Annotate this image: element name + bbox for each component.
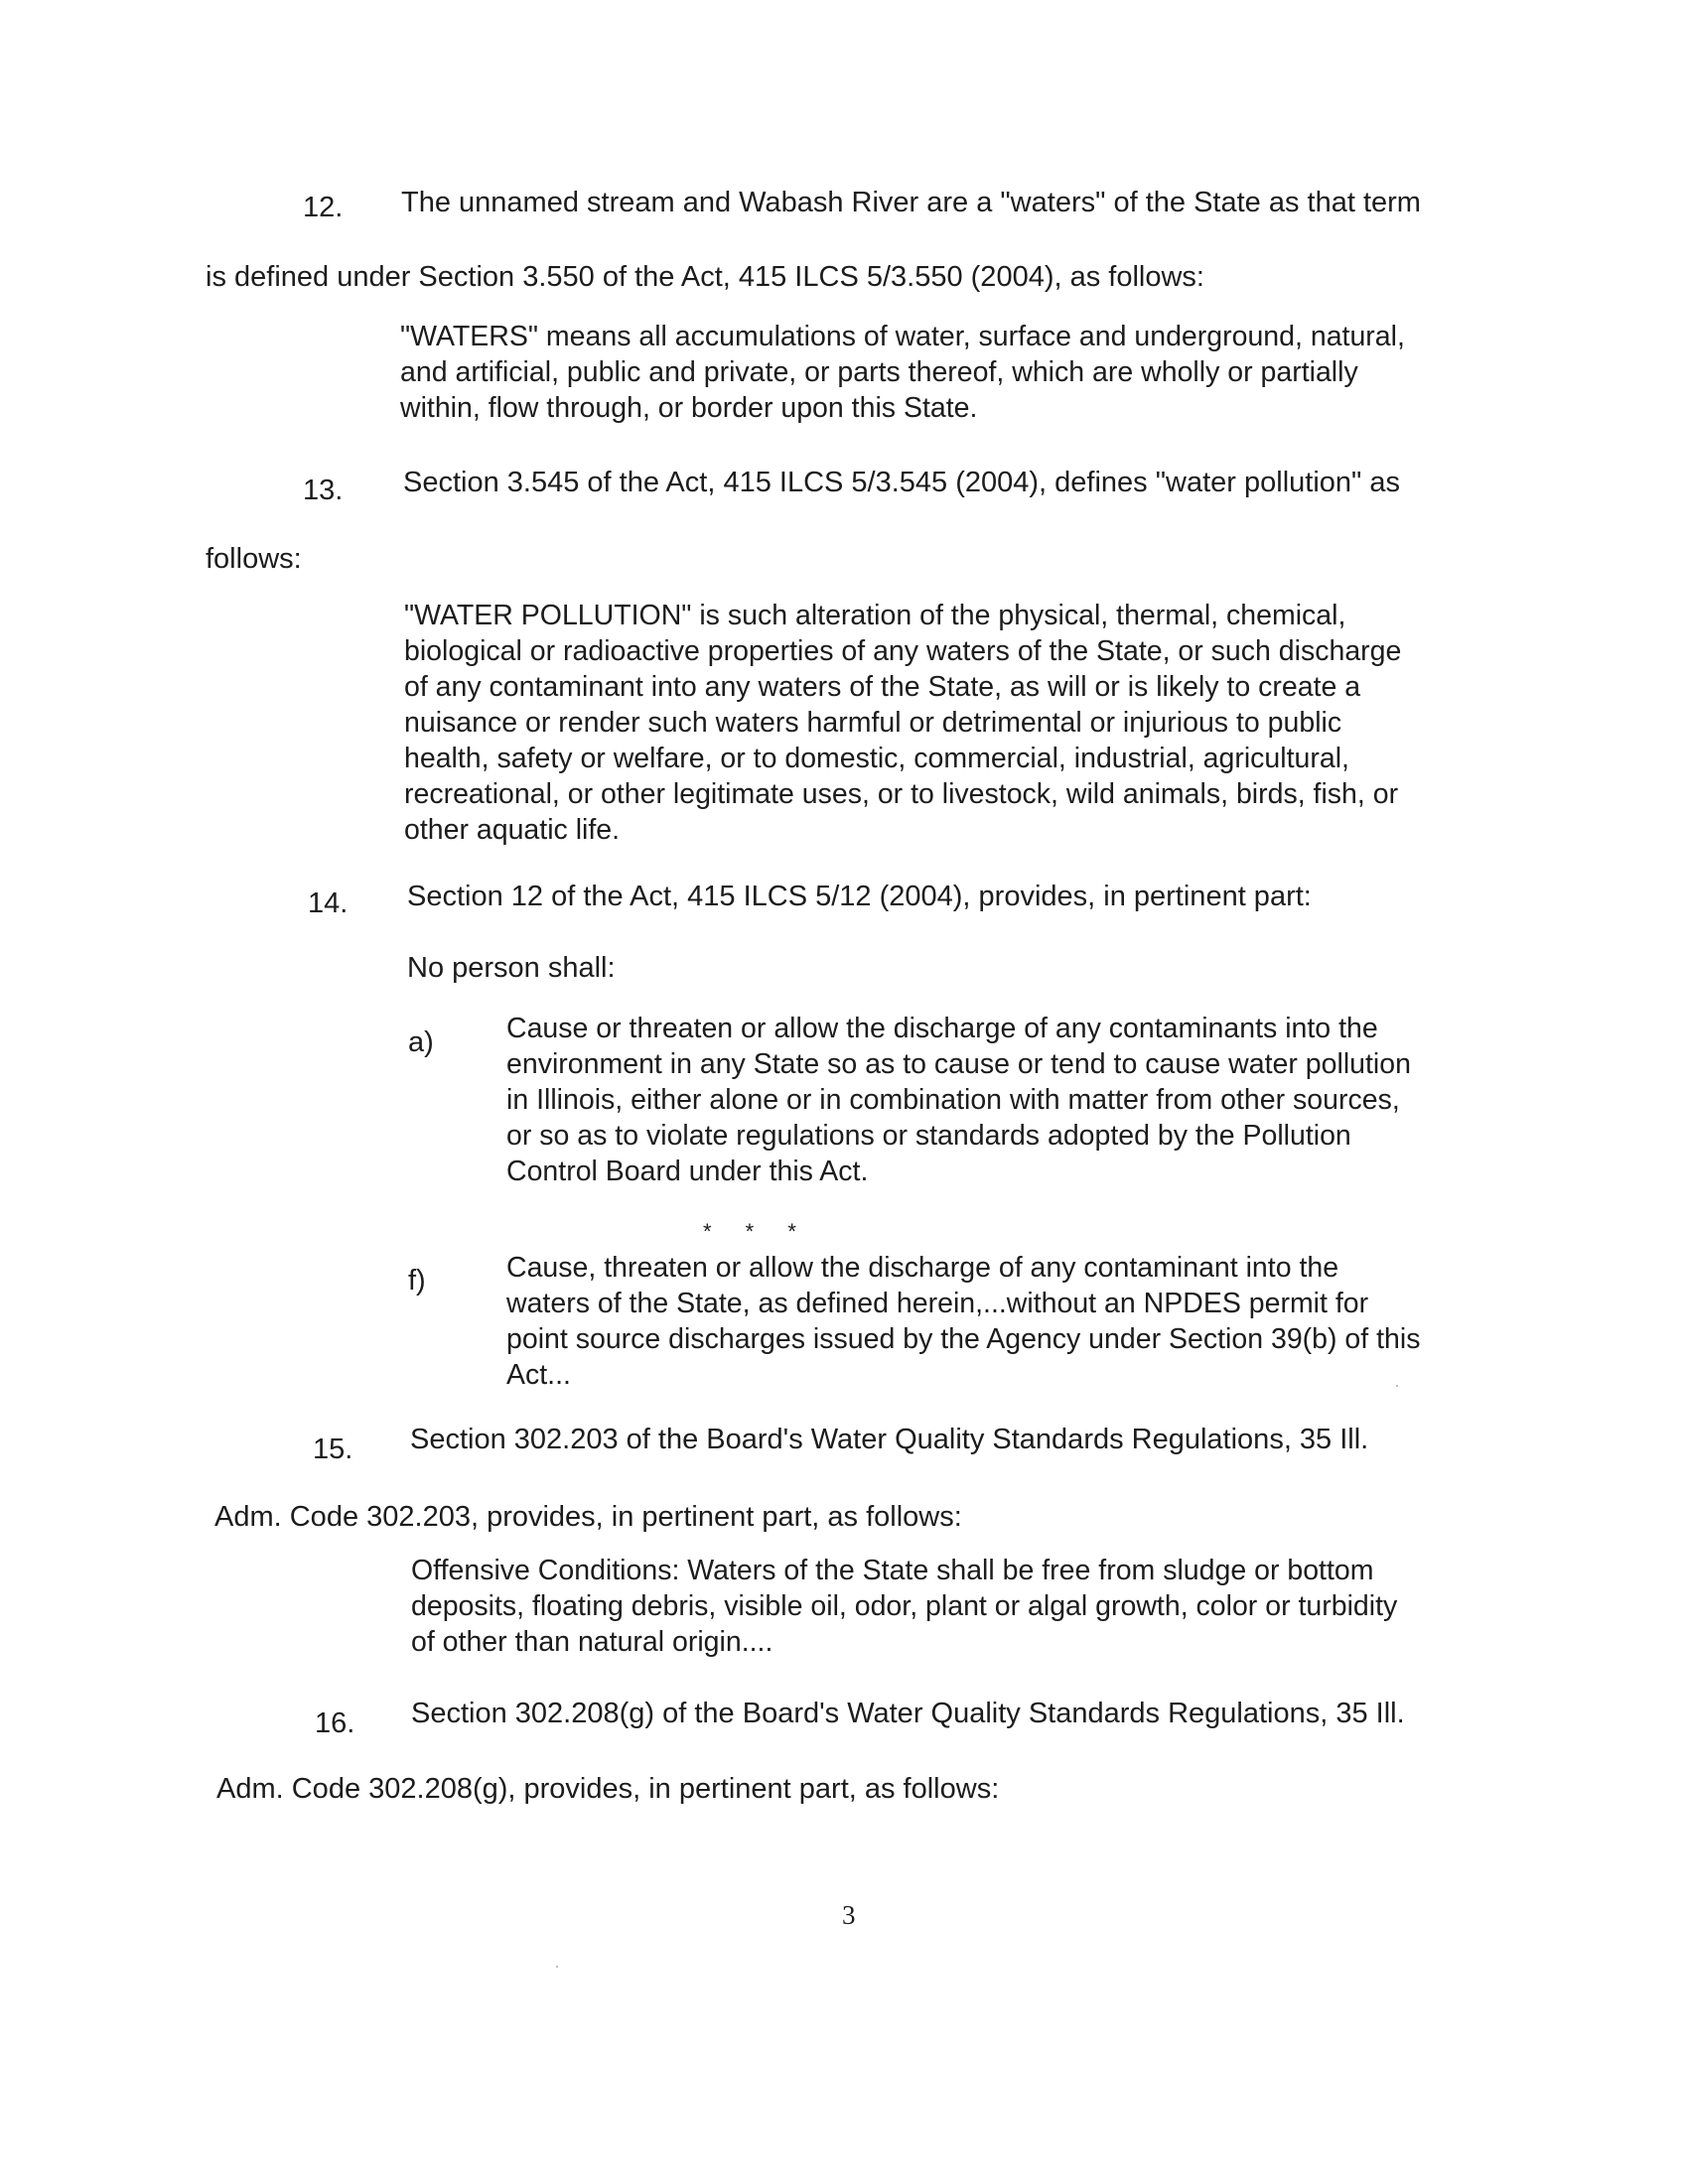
item-a-label: a) [408,1026,434,1058]
quote-line: biological or radioactive properties of any waters of the State, or such discharge [404,635,1402,667]
paragraph-16-line-1: Section 302.208(g) of the Board's Water Quality Standards Regulations, 35 Ill. [411,1698,1405,1729]
paragraph-12-line-1: The unnamed stream and Wabash River are a "waters" of the State as that term [401,187,1421,218]
paragraph-15-line-1: Section 302.203 of the Board's Water Quality Standards Regulations, 35 Ill. [410,1424,1369,1455]
waters-definition-quote [400,319,1405,426]
omission-separator: * * * [703,1219,810,1244]
quote-line: nuisance or render such waters harmful or detrimental or injurious to public [404,707,1342,739]
paragraph-14-intro: No person shall: [407,952,616,984]
paragraph-12-line-2: is defined under Section 3.550 of the Act, 415 ILCS 5/3.550 (2004), as follows: [206,261,1204,293]
item-line: Cause, threaten or allow the discharge of any contaminant into the [506,1252,1339,1284]
paragraph-number-16: 16. [315,1707,355,1739]
item-line: Control Board under this Act. [506,1156,869,1187]
item-line: environment in any State so as to cause or tend to cause water pollution [506,1048,1411,1080]
item-line: waters of the State, as defined herein,...without an NPDES permit for [506,1288,1369,1319]
item-line: or so as to violate regulations or standards adopted by the Pollution [506,1120,1351,1152]
paragraph-13-line-1: Section 3.545 of the Act, 415 ILCS 5/3.545 (2004), defines "water pollution" as [403,467,1401,498]
quote-line: of any contaminant into any waters of the State, as will or is likely to create a [404,671,1361,703]
paragraph-13-line-2: follows: [206,543,302,575]
paragraph-number-12: 12. [303,192,344,223]
offensive-conditions-quote [411,1553,1397,1660]
item-f-label: f) [408,1265,426,1297]
paragraph-16-line-2: Adm. Code 302.208(g), provides, in pertinent part, as follows: [216,1773,1000,1805]
scan-speck [1396,1385,1398,1387]
paragraph-number-15: 15. [313,1433,353,1465]
quote-line: and artificial, public and private, or parts thereof, which are wholly or partially [400,356,1358,388]
paragraph-15-line-2: Adm. Code 302.203, provides, in pertinent part, as follows: [214,1501,962,1533]
water-pollution-definition-quote [404,598,1401,848]
quote-line: deposits, floating debris, visible oil, odor, plant or algal growth, color or turbidity [411,1590,1398,1622]
item-line: Act... [506,1359,571,1391]
quote-line: other aquatic life. [404,814,621,846]
item-f-text [506,1250,1420,1393]
quote-line: Offensive Conditions: Waters of the State shall be free from sludge or bottom [411,1555,1374,1586]
scan-speck [556,1966,558,1968]
quote-line: of other than natural origin.... [411,1626,773,1658]
paragraph-number-13: 13. [303,475,344,506]
item-line: point source discharges issued by the Agency under Section 39(b) of this [506,1323,1421,1355]
page-number: 3 [842,1900,856,1930]
quote-line: within, flow through, or border upon this State. [400,392,978,424]
quote-line: recreational, or other legitimate uses, or to livestock, wild animals, birds, fish, or [404,778,1399,810]
quote-line: "WATERS" means all accumulations of water, surface and underground, natural, [400,321,1405,352]
item-line: Cause or threaten or allow the discharge of any contaminants into the [506,1013,1378,1044]
quote-line: "WATER POLLUTION" is such alteration of the physical, thermal, chemical, [404,600,1346,631]
item-a-text [506,1011,1411,1189]
paragraph-14-line-1: Section 12 of the Act, 415 ILCS 5/12 (2004), provides, in pertinent part: [407,881,1312,912]
item-line: in Illinois, either alone or in combination with matter from other sources, [506,1084,1400,1116]
quote-line: health, safety or welfare, or to domestic, commercial, industrial, agricultural, [404,743,1349,774]
paragraph-number-14: 14. [308,887,349,919]
